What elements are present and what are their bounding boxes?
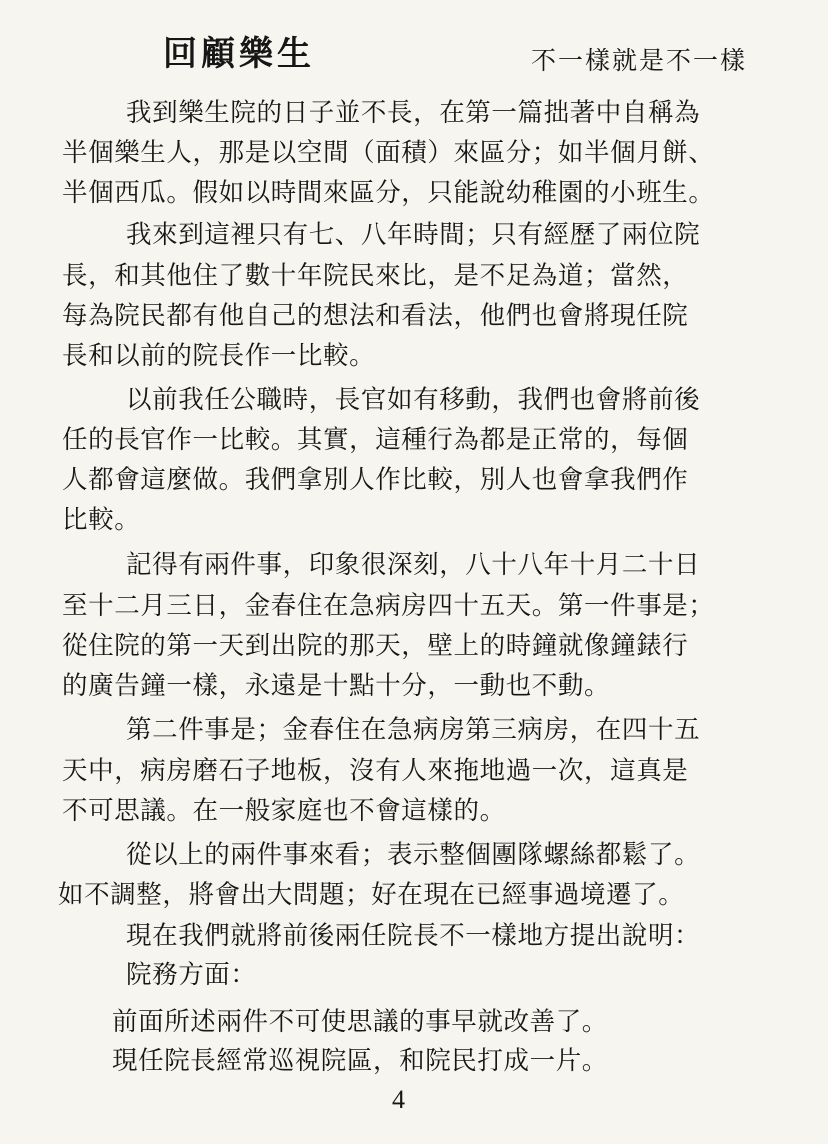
text-line: 現在我們就將前後兩任院長不一樣地方提出說明：	[126, 921, 701, 951]
text-line: 任的長官作一比較。其實，這種行為都是正常的，每個	[62, 425, 689, 455]
text-line: 從以上的兩件事來看；表示整個團隊螺絲都鬆了。	[126, 840, 701, 870]
text-line: 比較。	[62, 505, 141, 535]
text-line: 至十二月三日，金春住在急病房四十五天。第一件事是；	[62, 591, 715, 621]
text-line: 我來到這裡只有七、八年時間；只有經歷了兩位院	[126, 220, 701, 250]
text-line: 從住院的第一天到出院的那天，壁上的時鐘就像鐘錶行	[62, 631, 689, 661]
text-line: 前面所述兩件不可使思議的事早就改善了。	[112, 1007, 608, 1037]
text-line: 長，和其他住了數十年院民來比，是不足為道；當然，	[62, 261, 689, 291]
text-line: 半個西瓜。假如以時間來區分，只能說幼稚園的小班生。	[62, 178, 715, 208]
text-line: 記得有兩件事，印象很深刻，八十八年十月二十日	[126, 550, 701, 580]
text-line: 每為院民都有他自己的想法和看法，他們也會將現任院	[62, 301, 689, 331]
text-line: 院務方面：	[126, 960, 257, 990]
text-line: 的廣告鐘一樣，永遠是十點十分，一動也不動。	[62, 671, 611, 701]
text-line: 以前我任公職時，長官如有移動，我們也會將前後	[126, 385, 701, 415]
text-line: 天中，病房磨石子地板，沒有人來拖地過一次，這真是	[62, 756, 689, 786]
text-line: 第二件事是；金春住在急病房第三病房，在四十五	[126, 715, 701, 745]
text-line: 人都會這麼做。我們拿別人作比較，別人也會拿我們作	[62, 465, 689, 495]
text-line: 現任院長經常巡視院區，和院民打成一片。	[112, 1046, 608, 1076]
text-line: 長和以前的院長作一比較。	[62, 341, 376, 371]
page-number: 4	[392, 1085, 405, 1114]
page-title: 回顧樂生	[163, 34, 315, 74]
text-line: 如不調整，將會出大問題；好在現在已經事過境遷了。	[58, 880, 685, 910]
text-line: 不可思議。在一般家庭也不會這樣的。	[62, 796, 506, 826]
section-subtitle: 不一樣就是不一樣	[531, 46, 748, 75]
text-line: 我到樂生院的日子並不長，在第一篇拙著中自稱為	[126, 98, 701, 128]
text-line: 半個樂生人，那是以空間（面積）來區分；如半個月餅、	[62, 138, 715, 168]
